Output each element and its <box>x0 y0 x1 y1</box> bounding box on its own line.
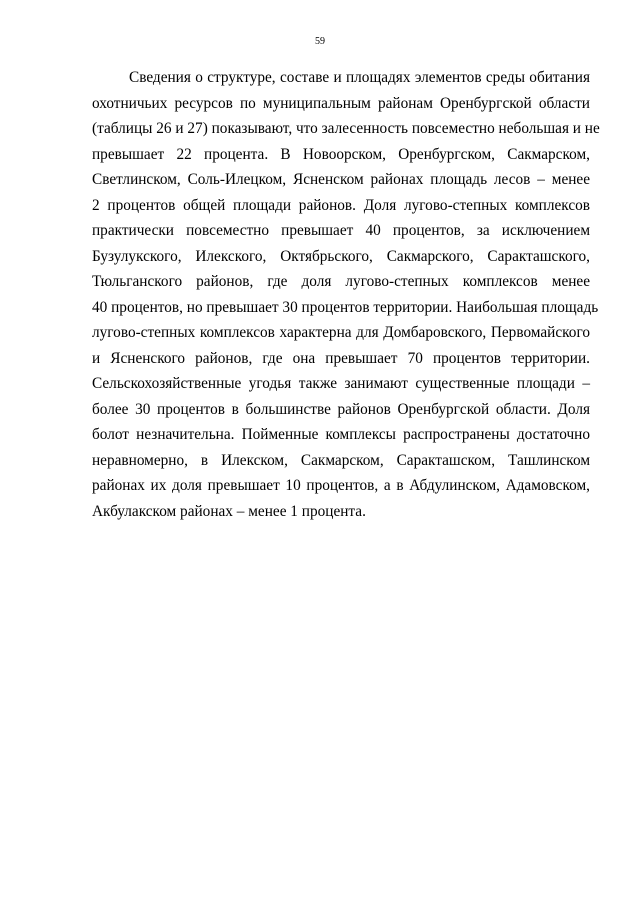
page-number: 59 <box>315 36 325 47</box>
paragraph-line: Тюльганского районов, где доля лугово-степных комплексов менее <box>92 273 590 290</box>
paragraph-line: практически повсеместно превышает 40 процентов, за исключением <box>92 222 590 239</box>
paragraph-line: Сведения о структуре, составе и площадях элементов среды обитания <box>129 69 590 86</box>
paragraph-line: Сельскохозяйственные угодья также занимают существенные площади – <box>92 375 590 392</box>
paragraph-line: Бузулукского, Илекского, Октябрьского, Сакмарского, Саракташского, <box>92 247 590 265</box>
paragraph-line: Акбулакском районах – менее 1 процента. <box>92 502 366 520</box>
paragraph-line: охотничьих ресурсов по муниципальным районам Оренбургской области <box>92 94 590 112</box>
paragraph-line: неравномерно, в Илекском, Сакмарском, Саракташском, Ташлинском <box>92 451 590 469</box>
paragraph-line: 2 процентов общей площади районов. Доля лугово-степных комплексов <box>92 196 590 214</box>
paragraph-line: и Ясненского районов, где она превышает 70 процентов территории. <box>92 349 590 367</box>
paragraph-line: лугово-степных комплексов характерна для Домбаровского, Первомайского <box>92 324 590 341</box>
paragraph-line: 40 процентов, но превышает 30 процентов территории. Наибольшая площадь <box>92 298 599 316</box>
body-paragraph <box>92 65 600 524</box>
paragraph-line: (таблицы 26 и 27) показывают, что залесенность повсеместно небольшая и не <box>92 120 600 137</box>
paragraph-line: более 30 процентов в большинстве районов Оренбургской области. Доля <box>92 400 590 418</box>
paragraph-line: районах их доля превышает 10 процентов, а в Абдулинском, Адамовском, <box>92 477 590 494</box>
paragraph-line: болот незначительна. Пойменные комплексы распространены достаточно <box>92 426 590 443</box>
paragraph-line: превышает 22 процента. В Новоорском, Оренбургском, Сакмарском, <box>92 145 590 163</box>
paragraph-line: Светлинском, Соль-Илецком, Ясненском районах площадь лесов – менее <box>92 171 590 188</box>
